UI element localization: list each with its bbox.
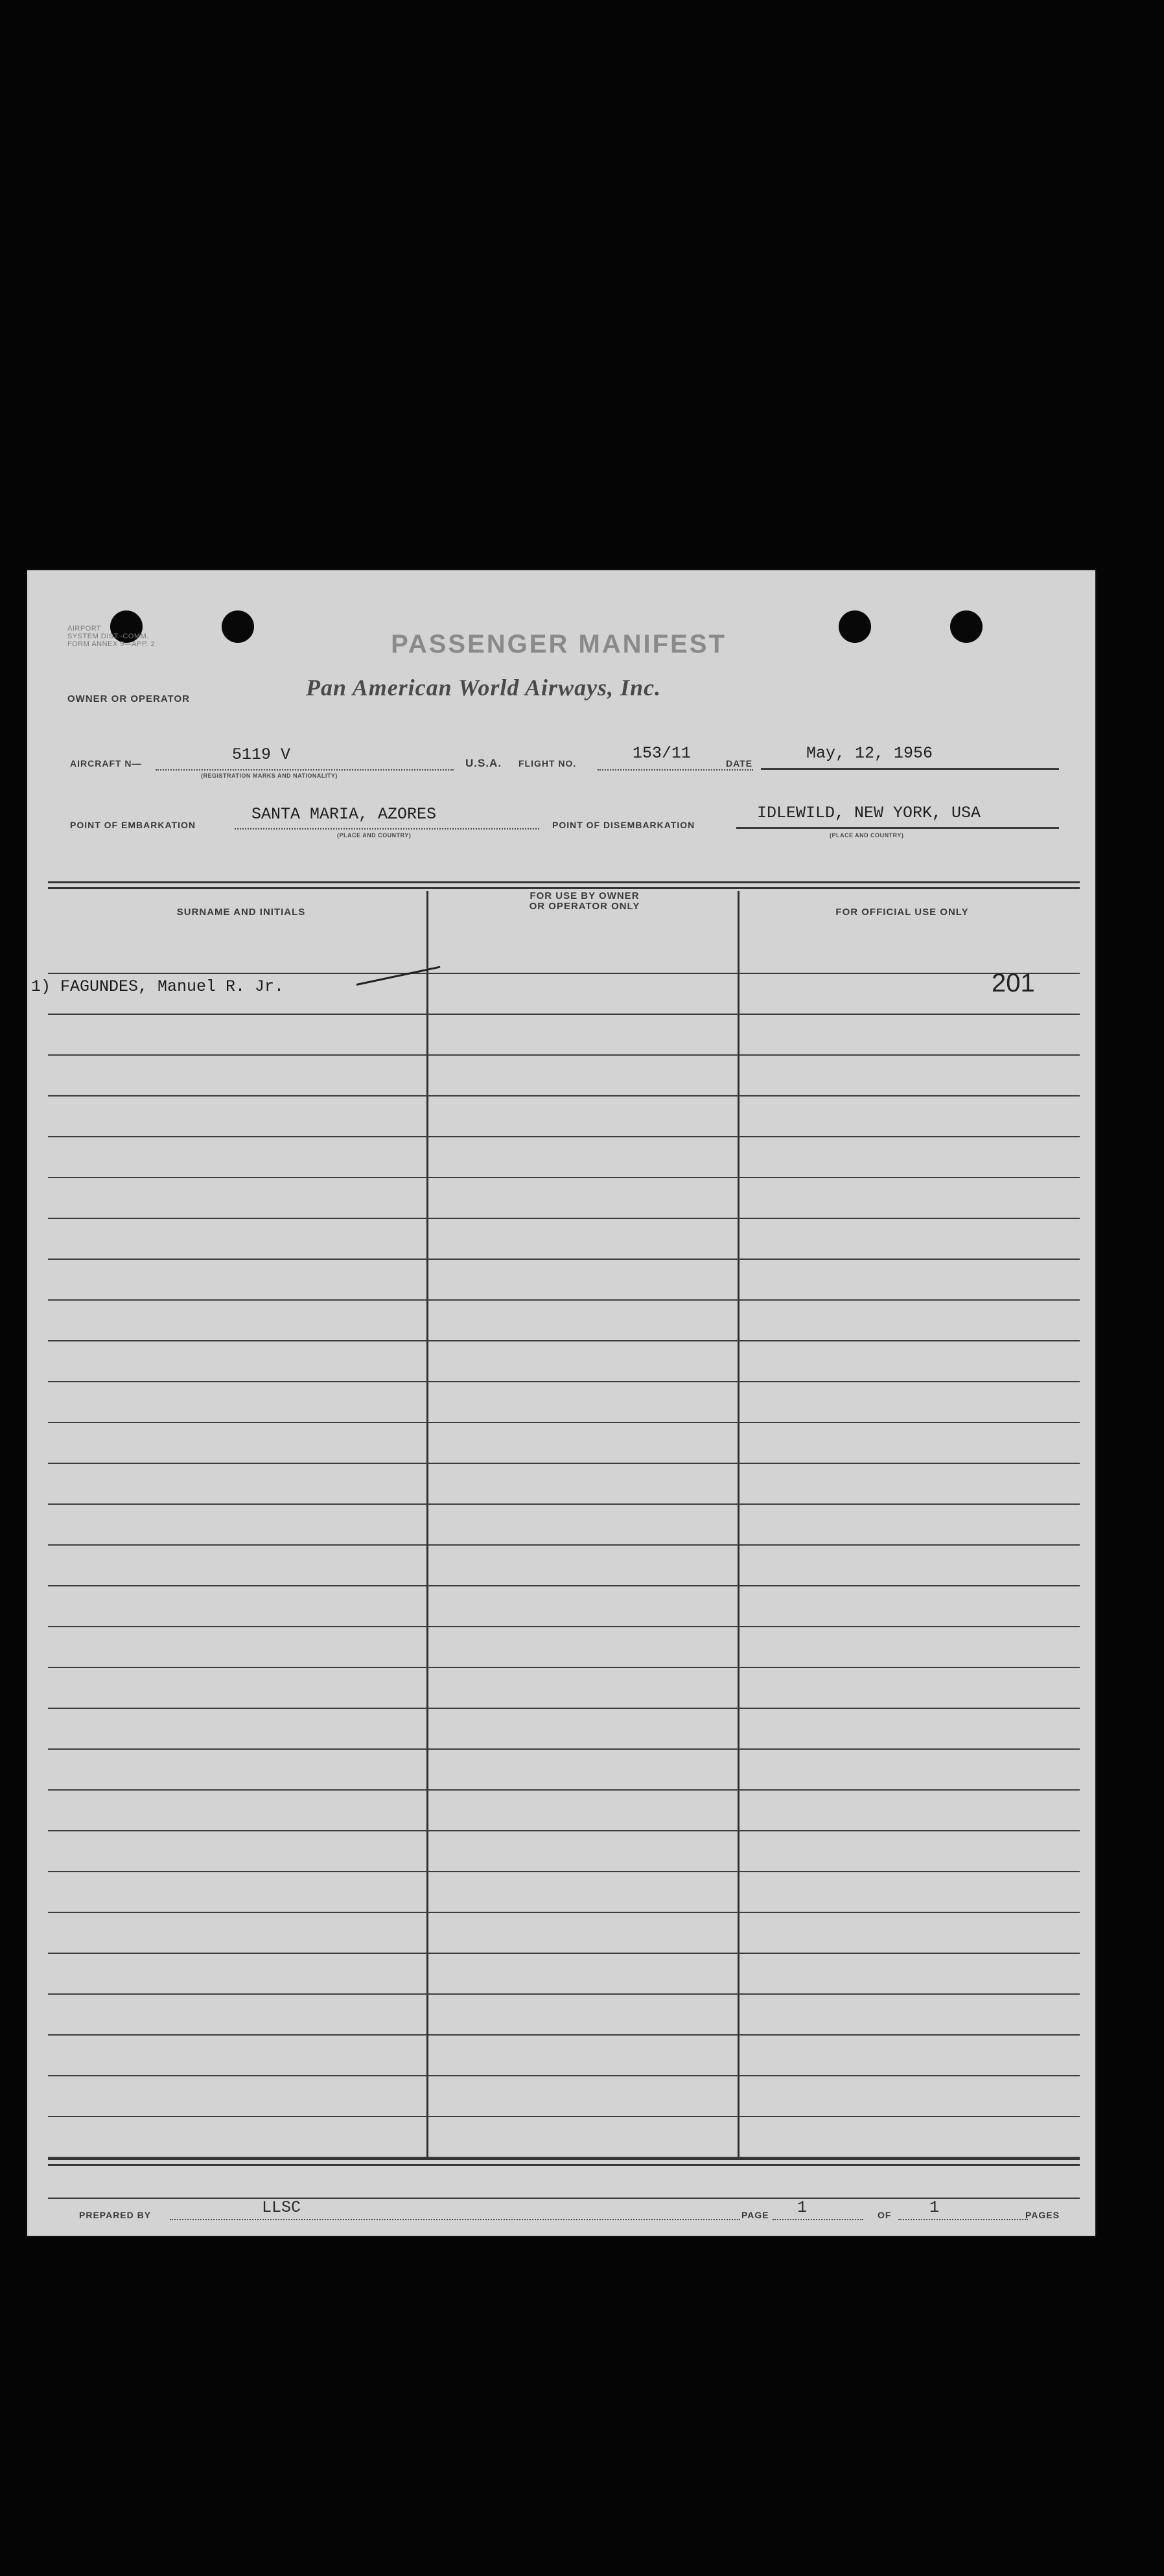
of-line [898,2219,1028,2220]
flight-no-value: 153/11 [633,744,692,763]
table-row [48,933,1080,974]
owner-use-header-line: OR OPERATOR ONLY [529,901,640,912]
table-row [48,1913,1080,1954]
table-row [48,2117,1080,2158]
date-label: DATE [726,758,753,769]
country-label: U.S.A. [465,757,502,769]
disembarkation-line [736,827,1059,829]
table-bottom-rule [48,2158,1080,2166]
surname-header: SURNAME AND INITIALS [176,907,306,918]
table-row [48,1546,1080,1586]
of-label: OF [878,2210,892,2220]
disembarkation-value: IDLEWILD, NEW YORK, USA [757,804,981,822]
punch-hole [950,610,983,643]
table-row [48,1627,1080,1668]
owner-name-stamp: Pan American World Airways, Inc. [306,675,662,701]
table-row [48,1260,1080,1301]
table-row [48,1137,1080,1178]
date-value: May, 12, 1956 [806,744,933,763]
form-title: PASSENGER MANIFEST [391,630,727,658]
passenger-name: 1) FAGUNDES, Manuel R. Jr. [31,977,285,996]
manifest-sheet [27,570,1095,2236]
embarkation-line [235,828,539,830]
embarkation-value: SANTA MARIA, AZORES [251,805,437,824]
pages-label: PAGES [1025,2210,1060,2220]
embarkation-label: POINT OF EMBARKATION [70,820,196,830]
table-row [48,1382,1080,1423]
aircraft-line [156,769,454,771]
table-row [48,1709,1080,1750]
table-row [48,1954,1080,1995]
table-row [48,1791,1080,1831]
table-row [48,1219,1080,1260]
prepared-by-value: LLSC [262,2198,301,2217]
aircraft-label: AIRCRAFT N— [70,758,142,769]
official-use-value: 201 [992,969,1035,997]
aircraft-sub-label: (REGISTRATION MARKS AND NATIONALITY) [201,772,338,779]
disembarkation-sub-label: (PLACE AND COUNTRY) [830,832,904,839]
punch-hole [839,610,871,643]
table-row [48,1586,1080,1627]
owner-label: OWNER OR OPERATOR [67,693,190,704]
table-row [48,1015,1080,1056]
flight-no-label: FLIGHT NO. [518,758,577,769]
form-code-line: SYSTEM DIST.-COMM. [67,632,149,640]
page-label: PAGE [741,2210,769,2220]
disembarkation-label: POINT OF DISEMBARKATION [552,820,695,830]
table-row [48,1505,1080,1546]
table-row [48,2076,1080,2117]
page-line [773,2219,863,2220]
page-value: 1 [797,2198,808,2217]
form-code-line: AIRPORT [67,625,102,632]
table-row [48,1831,1080,1872]
table-row [48,1464,1080,1505]
table-top-rule [48,881,1080,889]
punch-hole [222,610,254,643]
official-use-header: FOR OFFICIAL USE ONLY [835,907,969,918]
table-row [48,2036,1080,2076]
prepared-by-line [170,2219,740,2220]
owner-use-header [429,891,740,912]
flight-no-line [598,769,753,771]
date-line [761,768,1059,770]
manifest-rows [48,933,1080,2199]
prepared-by-label: PREPARED BY [79,2210,152,2220]
of-value: 1 [929,2198,940,2217]
form-code-line: FORM ANNEX 9—APP. 2 [67,640,156,648]
table-row [48,1341,1080,1382]
embarkation-sub-label: (PLACE AND COUNTRY) [337,832,412,839]
owner-use-header-line: FOR USE BY OWNER [530,890,640,901]
table-row [48,1097,1080,1137]
table-row [48,1872,1080,1913]
aircraft-value: 5119 V [232,745,291,764]
table-row [48,1995,1080,2036]
table-row [48,1750,1080,1791]
table-row [48,1056,1080,1097]
table-row [48,1423,1080,1464]
table-row [48,1668,1080,1709]
table-row [48,1301,1080,1341]
table-row [48,1178,1080,1219]
form-code [67,625,204,648]
